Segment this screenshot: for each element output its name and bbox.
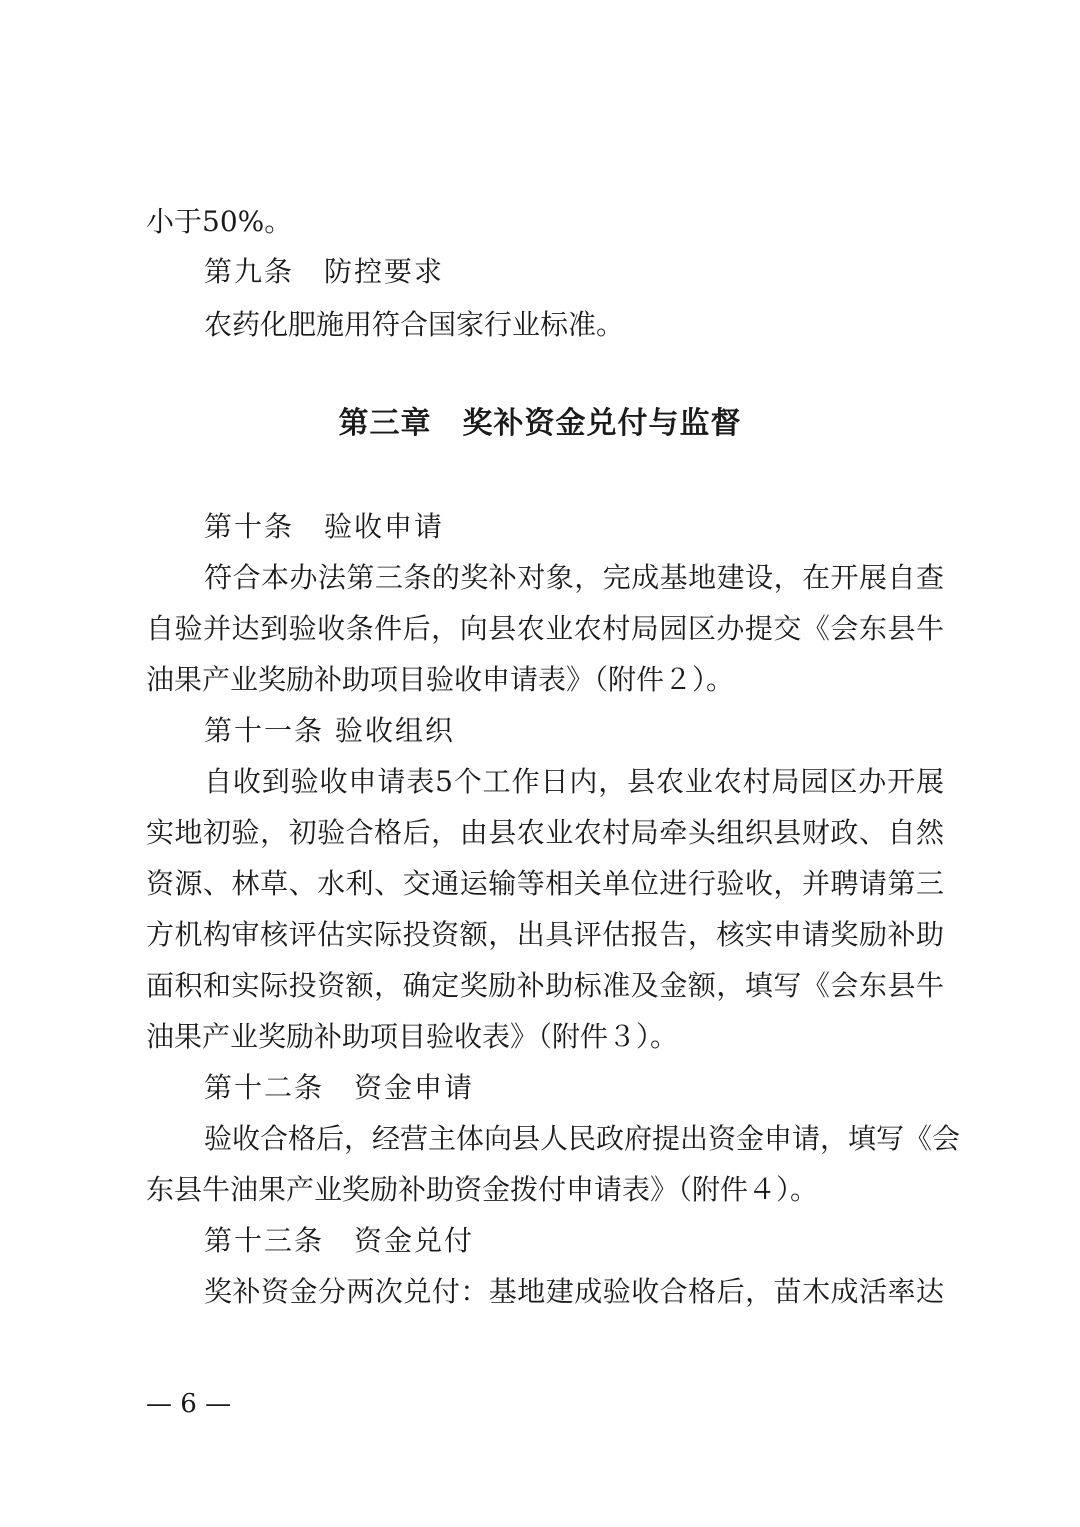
chapter-3-title: 第三章 奖补资金兑付与监督 [338, 406, 742, 441]
text-line-11: 资源、林草、水利、交通运输等相关单位进行验收，并聘请第三 [146, 867, 944, 900]
article-12-heading: 第十二条 资金申请 [204, 1071, 475, 1104]
text-line-05: 符合本办法第三条的奖补对象，完成基地建设，在开展自查 [204, 561, 944, 594]
article-13-heading: 第十三条 资金兑付 [204, 1224, 475, 1257]
text-line-19: 奖补资金分两次兑付：基地建成验收合格后，苗木成活率达 [204, 1275, 944, 1308]
text-line-14: 油果产业奖励补助项目验收表》（附件３）。 [146, 1020, 679, 1053]
article-11-heading: 第十一条 验收组织 [204, 714, 455, 747]
text-line-12: 方机构审核评估实际投资额，出具评估报告，核实申请奖励补助 [146, 918, 944, 951]
text-line-17: 东县牛油果产业奖励补助资金拨付申请表》（附件４）。 [146, 1173, 819, 1206]
text-line-16: 验收合格后，经营主体向县人民政府提出资金申请，填写《会 [204, 1122, 961, 1155]
text-line-09: 自收到验收申请表5个工作日内，县农业农村局园区办开展 [204, 765, 944, 798]
text-line-10: 实地初验，初验合格后，由县农业农村局牵头组织县财政、自然 [146, 816, 944, 849]
text-line-06: 自验并达到验收条件后，向县农业农村局园区办提交《会东县牛 [146, 612, 944, 645]
article-10-heading: 第十条 验收申请 [204, 510, 445, 543]
text-line-03: 农药化肥施用符合国家行业标准。 [204, 308, 625, 341]
text-line-01: 小于50%。 [146, 205, 293, 238]
page-number: — 6 — [146, 1389, 232, 1419]
article-9-heading: 第九条 防控要求 [204, 255, 445, 288]
text-line-07: 油果产业奖励补助项目验收申请表》（附件２）。 [146, 663, 735, 696]
text-line-13: 面积和实际投资额，确定奖励补助标准及金额，填写《会东县牛 [146, 969, 944, 1002]
